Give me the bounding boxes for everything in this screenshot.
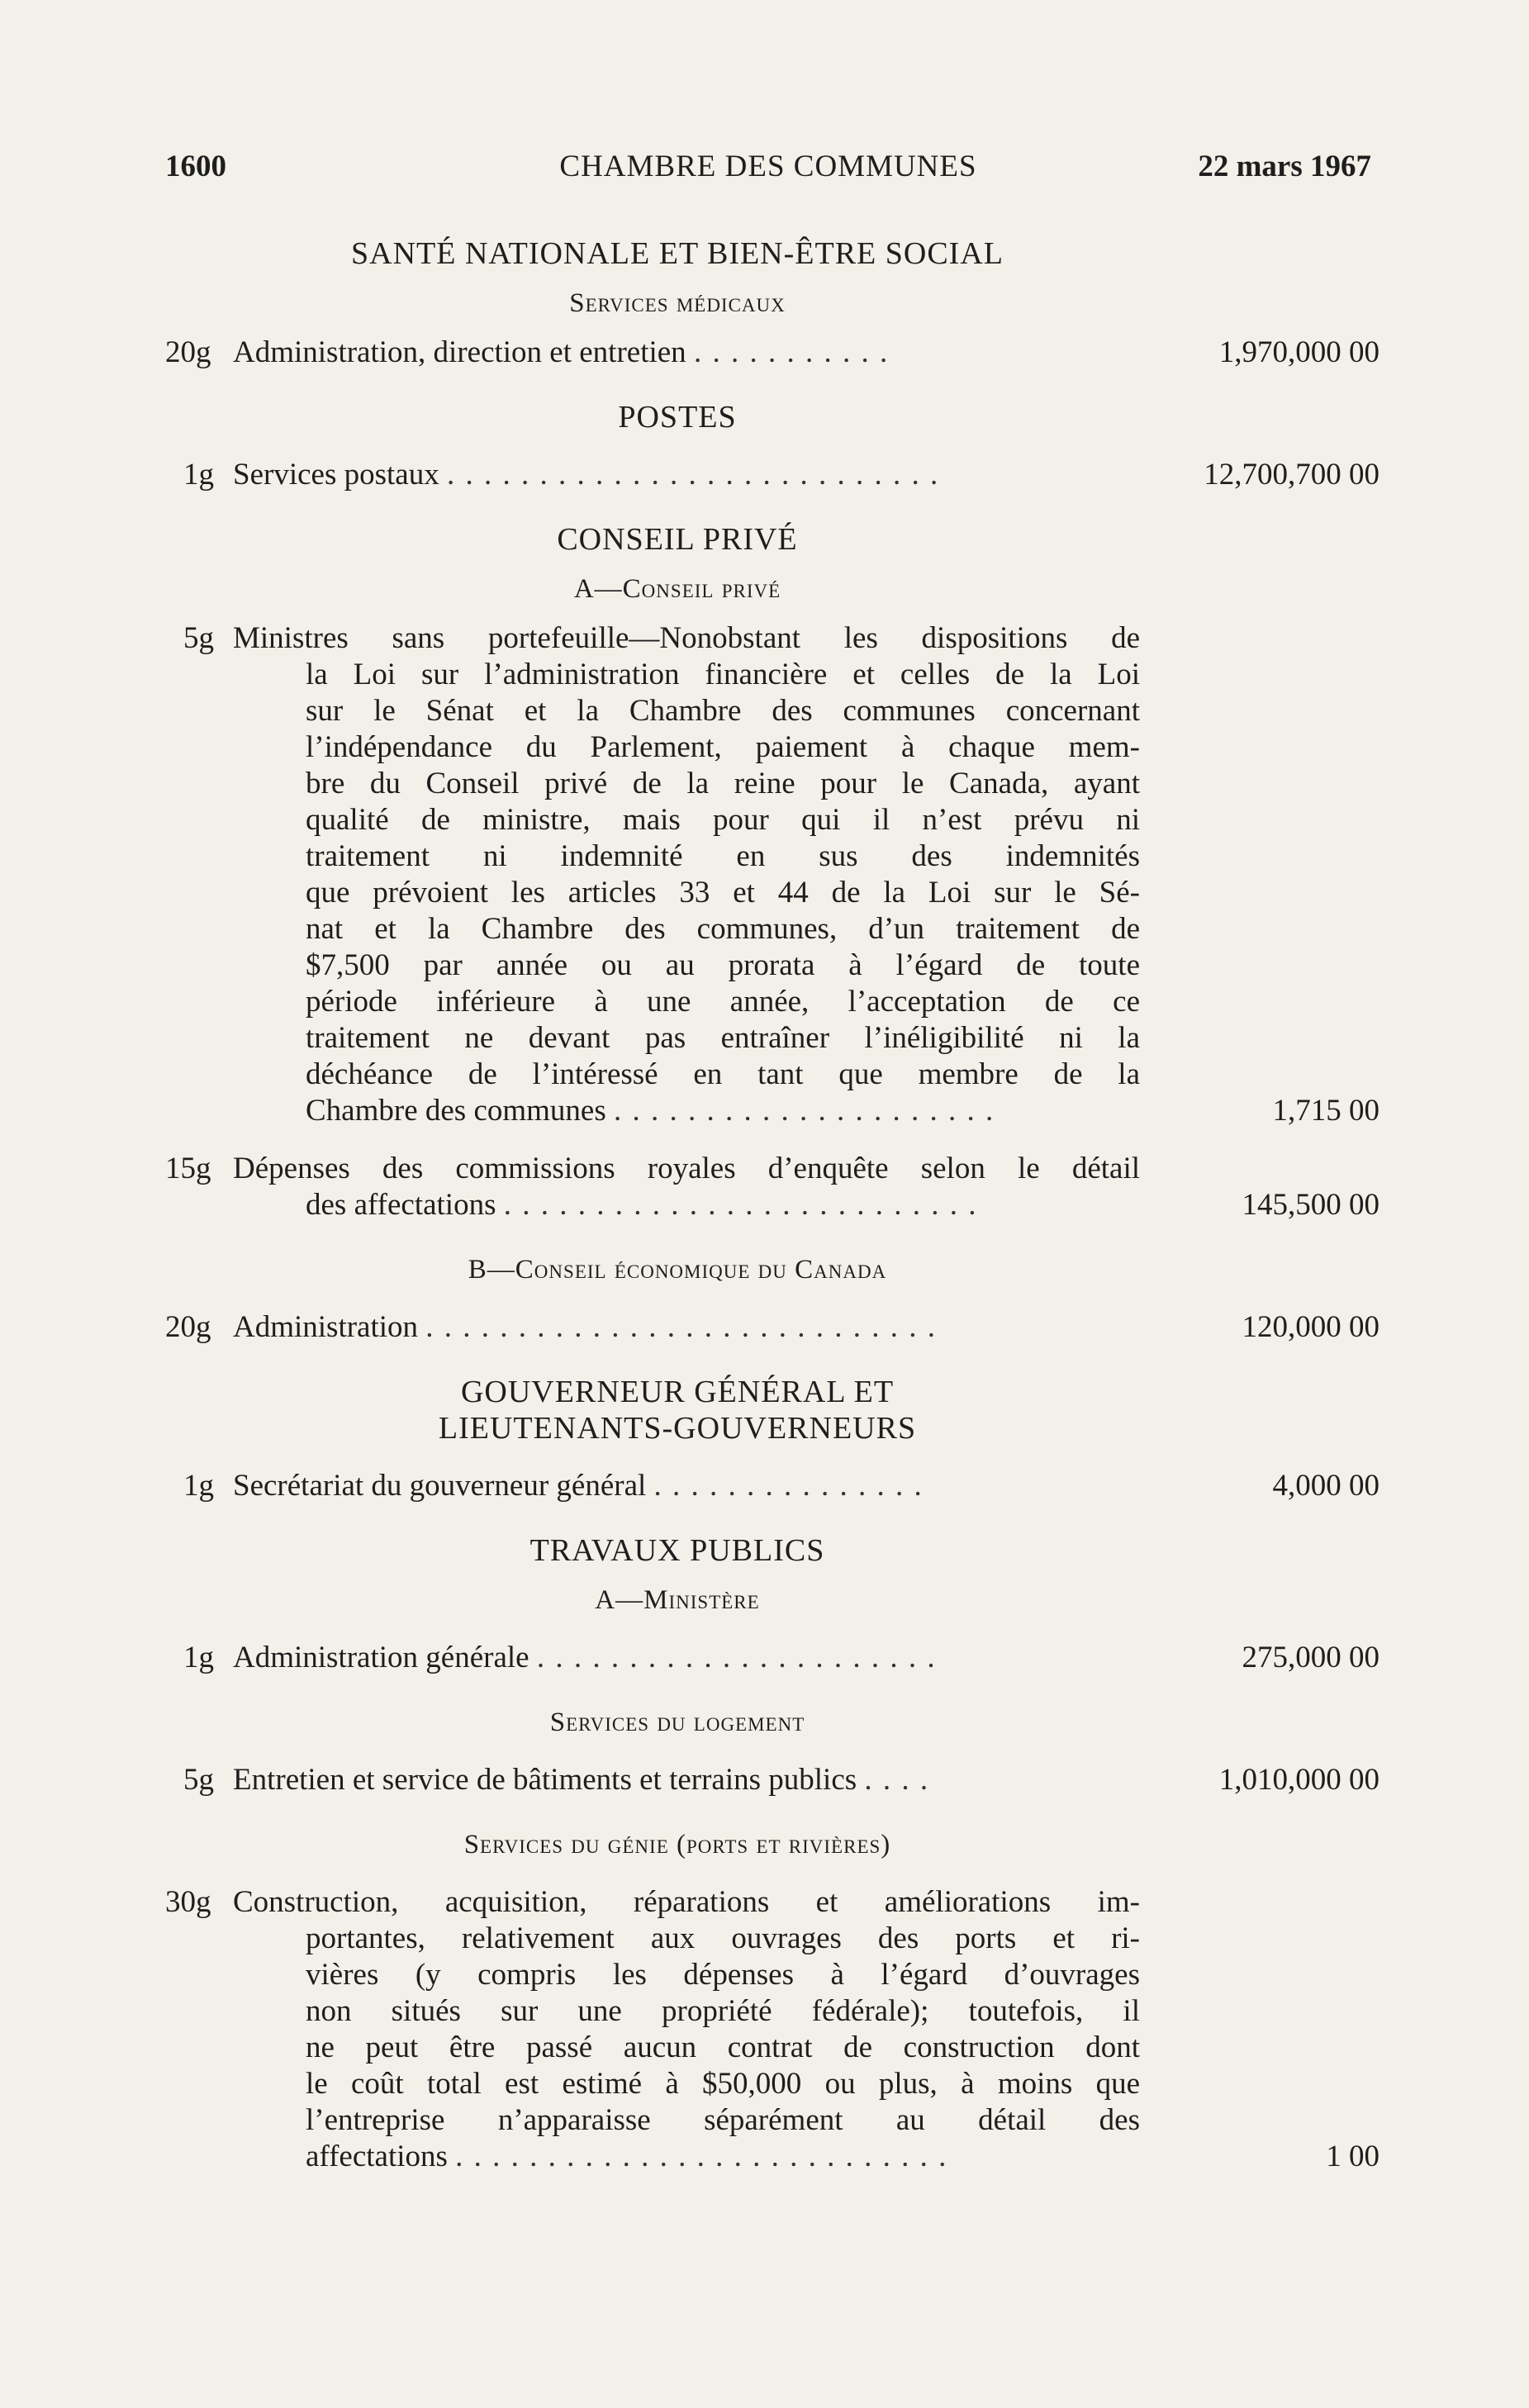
paragraph-line: traitement ni indemnité en sus des indemnités: [306, 839, 1140, 873]
vote-label: affectations . . . . . . . . . . . . . . . . . . . . . . . . . . .: [306, 2140, 948, 2173]
vote-item: [165, 1309, 1379, 1346]
publication-title: CHAMBRE DES COMMUNES: [559, 150, 977, 183]
section-heading-gouverneur-line1: GOUVERNEUR GÉNÉRAL ET: [460, 1375, 895, 1409]
vote-amount: 145,500 00: [1242, 1188, 1379, 1222]
paragraph-line: vières (y compris les dépenses à l’égard d’ouvrages: [306, 1958, 1140, 1992]
vote-amount: 12,700,700 00: [1204, 458, 1379, 492]
paragraph-line: sur le Sénat et la Chambre des communes concernant: [306, 694, 1140, 728]
vote-amount: 275,000 00: [1242, 1641, 1379, 1674]
vote-amount: 1,010,000 00: [1218, 1763, 1379, 1797]
vote-number: 30g: [165, 1885, 211, 1919]
section-heading-postes: POSTES: [618, 400, 737, 435]
vote-label: Services postaux . . . . . . . . . . . . . . . . . . . . . . . . . . .: [233, 458, 940, 492]
vote-label: Administration générale . . . . . . . . . . . . . . . . . . . . . .: [233, 1641, 937, 1674]
page-number: 1600: [165, 150, 226, 183]
vote-amount: 1,715 00: [1272, 1094, 1379, 1128]
vote-label: Chambre des communes . . . . . . . . . . . . . . . . . . . . .: [306, 1094, 995, 1128]
vote-item: [165, 335, 1379, 371]
vote-label: Secrétariat du gouverneur général . . . . . . . . . . . . . . .: [233, 1469, 924, 1503]
vote-number: 1g: [183, 1641, 214, 1674]
paragraph-line: ne peut être passé aucun contrat de construction dont: [306, 2030, 1140, 2064]
vote-paragraph-5g: [165, 620, 1140, 1093]
vote-item: [165, 1640, 1379, 1676]
vote-item-total: [165, 1093, 1379, 1129]
paragraph-line: bre du Conseil privé de la reine pour le Canada, ayant: [306, 767, 1140, 800]
section-heading-conseil-prive: CONSEIL PRIVÉ: [557, 522, 798, 557]
vote-number: 1g: [183, 1469, 214, 1503]
section-heading-travaux: TRAVAUX PUBLICS: [529, 1533, 825, 1568]
section-heading-sante: SANTÉ NATIONALE ET BIEN-ÊTRE SOCIAL: [351, 236, 1004, 271]
paragraph-line: déchéance de l’intéressé en tant que membre de la: [306, 1057, 1140, 1091]
paragraph-line: l’indépendance du Parlement, paiement à chaque mem-: [306, 730, 1140, 764]
vote-item: [165, 1468, 1379, 1504]
vote-amount: 120,000 00: [1242, 1310, 1379, 1344]
subheading-services-genie: Services du génie (ports et rivières): [463, 1830, 891, 1859]
vote-item-total: [165, 1187, 1379, 1223]
running-head: [165, 149, 1371, 190]
paragraph-line: période inférieure à une année, l’acceptation de ce: [306, 985, 1140, 1019]
document-body: [165, 235, 1379, 2175]
vote-amount: 1 00: [1326, 2140, 1379, 2173]
vote-label: des affectations . . . . . . . . . . . . . . . . . . . . . . . . . .: [306, 1188, 978, 1222]
section-heading-gouverneur-line2: LIEUTENANTS-GOUVERNEURS: [438, 1411, 917, 1446]
vote-amount: 4,000 00: [1272, 1469, 1379, 1503]
vote-paragraph-15g: [165, 1151, 1140, 1187]
vote-number: 15g: [165, 1152, 211, 1185]
paragraph-line: $7,500 par année ou au prorata à l’égard de toute: [306, 948, 1140, 982]
paragraph-line: que prévoient les articles 33 et 44 de la Loi sur le Sé-: [306, 876, 1140, 910]
vote-number: 5g: [183, 621, 214, 655]
vote-label: Administration . . . . . . . . . . . . . . . . . . . . . . . . . . . .: [233, 1310, 938, 1344]
paragraph-line: nat et la Chambre des communes, d’un traitement de: [306, 912, 1140, 946]
subheading-conseil-prive: A—Conseil privé: [573, 574, 781, 604]
paragraph-line: la Loi sur l’administration financière et celles de la Loi: [306, 658, 1140, 691]
vote-item-total: [165, 2139, 1379, 2175]
paragraph-line: Ministres sans portefeuille—Nonobstant les dispositions de: [233, 621, 1140, 655]
paragraph-line: qualité de ministre, mais pour qui il n’est prévu ni: [306, 803, 1140, 837]
vote-number: 20g: [165, 1310, 211, 1344]
vote-number: 20g: [165, 335, 211, 369]
vote-label: Administration, direction et entretien . . . . . . . . . . .: [233, 335, 890, 369]
paragraph-line: le coût total est estimé à $50,000 ou plus, à moins que: [306, 2067, 1140, 2101]
vote-paragraph-30g: [165, 1884, 1140, 2139]
page-date: 22 mars 1967: [1198, 150, 1371, 183]
subheading-services-logement: Services du logement: [549, 1707, 805, 1737]
paragraph-line: traitement ne devant pas entraîner l’inéligibilité ni la: [306, 1021, 1140, 1055]
vote-number: 1g: [183, 458, 214, 492]
vote-amount: 1,970,000 00: [1218, 335, 1379, 369]
paragraph-line: Dépenses des commissions royales d’enquête selon le détail: [233, 1152, 1140, 1185]
paragraph-line: l’entreprise n’apparaisse séparément au détail des: [306, 2103, 1140, 2137]
vote-item: [165, 1762, 1379, 1798]
vote-item: [165, 457, 1379, 493]
paragraph-line: non situés sur une propriété fédérale); toutefois, il: [306, 1994, 1140, 2028]
paragraph-line: Construction, acquisition, réparations et améliorations im-: [233, 1885, 1140, 1919]
paragraph-line: portantes, relativement aux ouvrages des ports et ri-: [306, 1921, 1140, 1955]
subheading-conseil-economique: B—Conseil économique du Canada: [468, 1255, 887, 1285]
vote-number: 5g: [183, 1763, 214, 1797]
vote-label: Entretien et service de bâtiments et terrains publics . . . .: [233, 1763, 930, 1797]
subheading-ministere: A—Ministère: [595, 1585, 760, 1615]
subheading-services-medicaux: Services médicaux: [569, 288, 786, 318]
